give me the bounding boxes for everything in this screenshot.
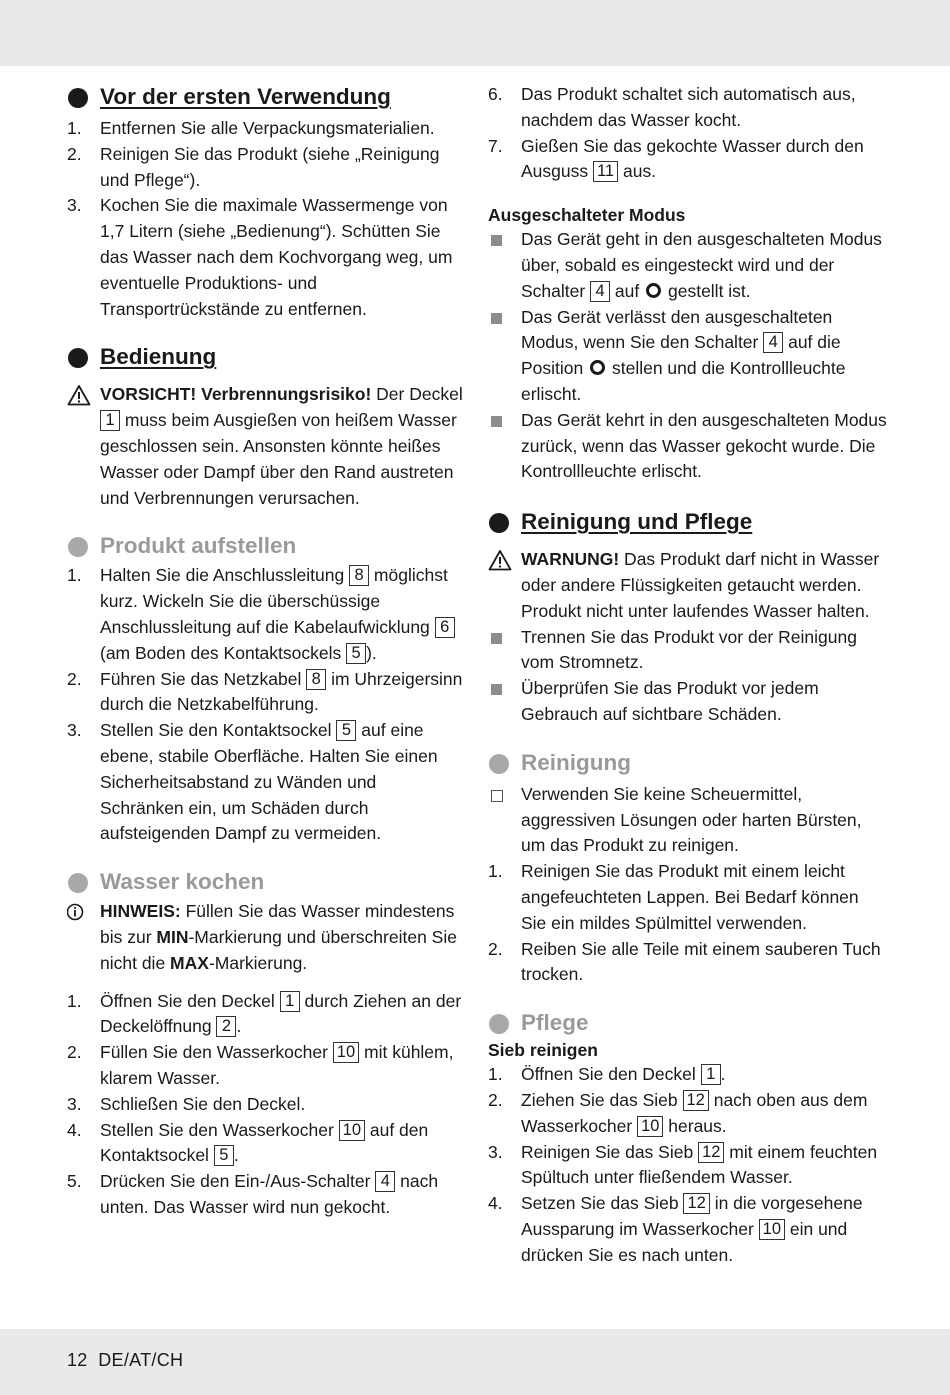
part-ref: 10: [333, 1042, 359, 1063]
part-ref: 8: [306, 669, 326, 690]
list-item: Das Gerät geht in den ausgeschalteten Modus über, sobald es eingesteckt wird und der Schalter 4 auf gestellt ist.: [488, 227, 888, 304]
warning-triangle-icon: [67, 384, 91, 406]
off-mode-list: [488, 227, 888, 485]
square-bullet-icon: [491, 633, 502, 644]
part-ref: 1: [280, 991, 300, 1012]
section-bullet-icon: [68, 88, 88, 108]
part-ref: 5: [214, 1145, 234, 1166]
maintenance-list: [488, 1062, 888, 1268]
heading-cleaning: Reinigung: [488, 748, 888, 778]
list-item: 3. Kochen Sie die maximale Wassermenge von 1,7 Litern (siehe „Bedienung“). Schütten Sie das Wasser nach dem Kochvorgang weg, um eventuelle Produktions- und Transportrückstände zu entfernen.: [67, 195, 453, 319]
list-item: 2. Füllen Sie den Wasserkocher 10 mit kühlem, klarem Wasser.: [67, 1042, 454, 1088]
off-symbol-icon: [590, 360, 605, 375]
part-ref: 5: [336, 720, 356, 741]
hint-note: HINWEIS: Füllen Sie das Wasser mindestens bis zur MIN-Markierung und überschreiten Sie nicht die MAX-Markierung.: [67, 899, 463, 976]
part-ref: 4: [375, 1171, 395, 1192]
info-icon: [67, 901, 91, 923]
list-item: 2. Reiben Sie alle Teile mit einem sauberen Tuch trocken.: [488, 938, 881, 985]
section-bullet-icon: [489, 754, 509, 774]
section-bullet-icon: [68, 537, 88, 557]
setup-list: [67, 563, 463, 847]
header-band: [0, 0, 950, 66]
part-ref: 6: [435, 617, 455, 638]
cleaning-note-list: [488, 782, 888, 859]
first-use-list: [67, 116, 463, 322]
section-bullet-icon: [489, 513, 509, 533]
part-ref: 1: [100, 410, 120, 431]
right-column: [488, 82, 888, 1268]
part-ref: 2: [216, 1016, 236, 1037]
part-ref: 1: [701, 1064, 721, 1085]
part-ref: 4: [763, 332, 783, 353]
list-item: Verwenden Sie keine Scheuermittel, aggressiven Lösungen oder harten Bürsten, um das Produkt zu reinigen.: [488, 782, 888, 859]
heading-setup: Produkt aufstellen: [67, 531, 463, 561]
part-ref: 10: [339, 1120, 365, 1141]
warning-triangle-icon: [488, 549, 512, 571]
square-bullet-icon: [491, 416, 502, 427]
section-bullet-icon: [68, 873, 88, 893]
cleaning-list: [488, 859, 888, 988]
care-list: [488, 625, 888, 728]
off-symbol-icon: [646, 283, 661, 298]
list-item: 1. Reinigen Sie das Produkt mit einem leicht angefeuchteten Lappen. Bei Bedarf können Sie ein mildes Spülmittel verwenden.: [488, 861, 859, 933]
list-item: 3. Schließen Sie den Deckel.: [67, 1093, 306, 1114]
heading-first-use: Vor der ersten Verwendung: [67, 82, 463, 112]
part-ref: 8: [349, 565, 369, 586]
list-item: 3. Reinigen Sie das Sieb 12 mit einem feuchten Spültuch unter fließendem Wasser.: [488, 1141, 878, 1188]
list-item: Das Gerät verlässt den ausgeschalteten Modus, wenn Sie den Schalter 4 auf die Position stellen und die Kontrollleuchte erlischt.: [488, 305, 888, 408]
language-label: DE/AT/CH: [98, 1350, 184, 1370]
list-item: 1. Öffnen Sie den Deckel 1 .: [488, 1064, 726, 1085]
list-item: 2. Ziehen Sie das Sieb 12 nach oben aus dem Wasserkocher 10 heraus.: [488, 1089, 868, 1136]
list-item: Überprüfen Sie das Produkt vor jedem Gebrauch auf sichtbare Schäden.: [488, 676, 888, 728]
list-item: 5. Drücken Sie den Ein-/Aus-Schalter 4 nach unten. Das Wasser wird nun gekocht.: [67, 1171, 439, 1217]
list-item: 6. Das Produkt schaltet sich automatisch aus, nachdem das Wasser kocht.: [488, 84, 856, 130]
list-item: 4. Stellen Sie den Wasserkocher 10 auf den Kontaktsockel 5 .: [67, 1119, 429, 1166]
heading-boil: Wasser kochen: [67, 867, 463, 897]
boil-list: [67, 989, 463, 1221]
list-item: 1. Entfernen Sie alle Verpackungsmaterialien.: [67, 118, 435, 138]
square-bullet-icon: [491, 235, 502, 246]
list-item: 2. Führen Sie das Netzkabel 8 im Uhrzeigersinn durch die Netzkabelführung.: [67, 668, 463, 715]
caution-note: VORSICHT! Verbrennungsrisiko! Der Deckel 1 muss beim Ausgießen von heißem Wasser geschlossen sein. Ansonsten könnte heißes Wasser oder Dampf über den Rand austreten und Verbrennungen verursachen.: [67, 382, 463, 511]
heading-care: Reinigung und Pflege: [488, 507, 888, 537]
warning-note: WARNUNG! Das Produkt darf nicht in Wasser oder andere Flüssigkeiten getaucht werden. Produkt nicht unter laufendes Wasser halten.: [488, 547, 888, 624]
list-item: 2. Reinigen Sie das Produkt (siehe „Reinigung und Pflege“).: [67, 143, 440, 190]
list-item: 3. Stellen Sie den Kontaktsockel 5 auf eine ebene, stabile Oberfläche. Halten Sie einen Sicherheitsabstand zu Wänden und Schränken ein, um Schäden durch aufsteigenden Dampf zu vermeiden.: [67, 720, 438, 844]
part-ref: 12: [698, 1142, 724, 1163]
left-column: [67, 82, 463, 1221]
part-ref: 10: [637, 1116, 663, 1137]
square-bullet-icon: [491, 313, 502, 324]
heading-off-mode: Ausgeschalteter Modus: [488, 205, 686, 226]
part-ref: 10: [759, 1219, 785, 1240]
part-ref: 4: [590, 281, 610, 302]
section-bullet-icon: [489, 1014, 509, 1034]
list-item: 7. Gießen Sie das gekochte Wasser durch den Ausguss 11 aus.: [488, 135, 864, 182]
page-number: 12: [67, 1350, 88, 1370]
part-ref: 12: [683, 1090, 709, 1111]
list-item: Trennen Sie das Produkt vor der Reinigung vom Stromnetz.: [488, 625, 888, 677]
section-bullet-icon: [68, 348, 88, 368]
square-bullet-icon: [491, 684, 502, 695]
boil-list-continued: [488, 82, 888, 185]
heading-operation: Bedienung: [67, 342, 463, 372]
part-ref: 11: [593, 161, 618, 182]
part-ref: 5: [346, 643, 366, 664]
list-item: Das Gerät kehrt in den ausgeschalteten Modus zurück, wenn das Wasser gekocht wurde. Die Kontrollleuchte erlischt.: [488, 408, 888, 485]
list-item: 1. Halten Sie die Anschlussleitung 8 möglichst kurz. Wickeln Sie die überschüssige Anschlussleitung auf die Kabelaufwicklung 6 (am Boden des Kontaktsockels 5 ).: [67, 563, 463, 666]
part-ref: 12: [683, 1193, 709, 1214]
heading-maintenance: Pflege: [488, 1008, 888, 1038]
checkbox-bullet-icon: [491, 790, 503, 802]
list-item: 4. Setzen Sie das Sieb 12 in die vorgesehene Aussparung im Wasserkocher 10 ein und drücken Sie es nach unten.: [488, 1193, 863, 1265]
subheading-sieve: Sieb reinigen: [488, 1040, 598, 1061]
list-item: 1. Öffnen Sie den Deckel 1 durch Ziehen an der Deckelöffnung 2 .: [67, 990, 462, 1037]
page-footer: [67, 1350, 183, 1371]
